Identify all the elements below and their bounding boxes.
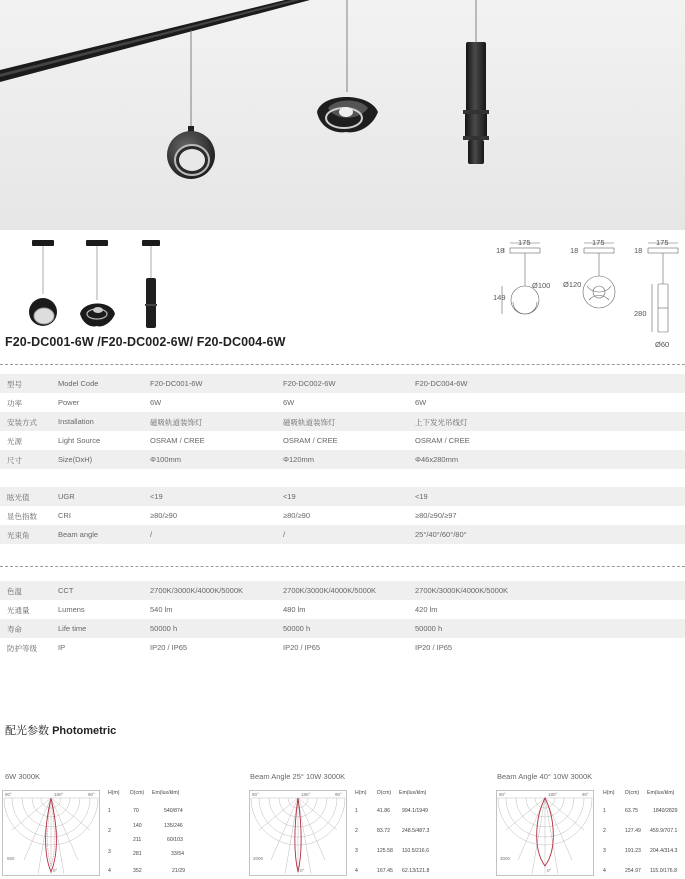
cell-em: 33/54: [171, 851, 184, 857]
cell-h: 3: [603, 848, 606, 854]
cell-d: 211: [133, 837, 142, 843]
product-title: F20-DC001-6W /F20-DC002-6W/ F20-DC004-6W: [5, 335, 286, 349]
dimension-drawing-1: [502, 243, 540, 314]
spec-en: Lumens: [58, 605, 85, 614]
photometric-label-3: Beam Angle 40° 10W 3000K: [497, 772, 593, 781]
spec-value-3: 6W: [415, 398, 427, 407]
angle-label: 0°: [547, 868, 552, 873]
cell-h: 2: [355, 828, 358, 834]
spec-value-3: 2700K/3000K/4000K/5000K: [415, 586, 508, 595]
cell-d: 254.97: [625, 868, 641, 874]
dim-2-width: 175: [592, 238, 605, 247]
col-d: D(cm): [625, 790, 640, 796]
spec-value-1: OSRAM / CREE: [150, 436, 205, 445]
spec-en: CRI: [58, 511, 71, 520]
dimension-drawing-2: [583, 243, 615, 308]
col-h: H(m): [603, 790, 615, 796]
cell-em: 60/103: [167, 837, 183, 843]
col-h: H(m): [108, 790, 120, 796]
cell-d: 125.58: [377, 848, 393, 854]
angle-label: 90°: [582, 792, 589, 797]
dim-1-top: 18: [496, 246, 505, 255]
spec-en: IP: [58, 643, 66, 652]
thumb-cylinder-pendant: [142, 240, 160, 328]
photometric-heading-cn: 配光参数: [5, 725, 49, 737]
cell-em: 21/29: [172, 868, 185, 874]
spec-value-3: F20-DC004-6W: [415, 379, 468, 388]
spec-value-3: IP20 / IP65: [415, 643, 453, 652]
col-em: Em(lux/klm): [399, 790, 427, 796]
spec-row-light-source: [0, 431, 685, 450]
spec-row-size: [0, 450, 685, 469]
cell-d: 83.72: [377, 828, 390, 834]
spec-row-ip: [0, 638, 685, 657]
cell-em: 459.9/707.1: [650, 828, 678, 834]
angle-label: 90°: [335, 792, 342, 797]
spec-value-2: 2700K/3000K/4000K/5000K: [283, 586, 376, 595]
spec-value-3: ≥80/≥90/≥97: [415, 511, 457, 520]
photometric-table-1: [108, 790, 188, 878]
spec-cn: 型号: [7, 380, 22, 389]
angle-label: 90°: [5, 792, 12, 797]
angle-label: 180°: [54, 792, 64, 797]
spec-value-3: OSRAM / CREE: [415, 436, 470, 445]
angle-label: 90°: [499, 792, 506, 797]
cell-d: 63.75: [625, 808, 638, 814]
polar-diagram-1: [2, 790, 100, 876]
spec-cn: 眩光值: [7, 493, 30, 502]
angle-label: 90°: [252, 792, 259, 797]
spec-value-2: 480 lm: [283, 605, 306, 614]
dim-2-diameter: Ø120: [563, 280, 582, 289]
spec-en: Size(DxH): [58, 455, 93, 464]
spec-value-3: 上下发光吊线灯: [415, 418, 468, 427]
spec-value-2: Φ120mm: [283, 455, 314, 464]
cell-em: 135/246: [164, 823, 183, 829]
spec-value-2: 50000 h: [283, 624, 311, 633]
cell-em: 115.0/176.8: [650, 868, 678, 874]
cell-h: 4: [355, 868, 358, 874]
spec-en: UGR: [58, 492, 75, 501]
cell-em: 204.4/314.3: [650, 848, 678, 854]
photometric-heading-en: Photometric: [52, 725, 117, 737]
spec-value-3: 420 lm: [415, 605, 438, 614]
photometric-table-2: [355, 790, 450, 878]
cell-em: 1840/2829: [653, 808, 678, 814]
spec-value-1: ≥80/≥90: [150, 511, 178, 520]
spec-value-1: /: [150, 530, 153, 539]
cell-em: 62.13/121.8: [402, 868, 430, 874]
spec-value-1: F20-DC001-6W: [150, 379, 203, 388]
dim-3-top: 18: [634, 246, 643, 255]
hero-product-photo: [0, 0, 685, 230]
dim-3-diameter: Ø60: [655, 340, 670, 349]
spec-row-lumens: [0, 600, 685, 619]
thumb-open-pendant: [80, 240, 115, 327]
cell-d: 41.86: [377, 808, 390, 814]
dim-3-width: 175: [656, 238, 669, 247]
cell-h: 4: [108, 868, 111, 874]
spec-row-installation: [0, 412, 685, 431]
spec-cn: 色温: [7, 587, 22, 596]
cell-h: 1: [355, 808, 358, 814]
section-divider: [0, 364, 685, 365]
angle-label: 90°: [88, 792, 95, 797]
cell-em: 248.5/487.3: [402, 828, 430, 834]
spec-value-1: 6W: [150, 398, 162, 407]
spec-en: Power: [58, 398, 80, 407]
dim-1-width: 175: [518, 238, 531, 247]
photometric-table-3: [603, 790, 685, 878]
spec-row-model: [0, 374, 685, 393]
spec-en: Installation: [58, 417, 94, 426]
dim-1-height: 149: [493, 293, 506, 302]
polar-diagram-3: [496, 790, 594, 876]
col-em: Em(lux/klm): [647, 790, 675, 796]
spec-cn: 显色指数: [7, 512, 37, 521]
spec-en: Light Source: [58, 436, 101, 445]
col-em: Em(lux/klm): [152, 790, 180, 796]
cell-d: 140: [133, 823, 142, 829]
spec-value-3: 25°/40°/60°/80°: [415, 530, 467, 539]
spec-cn: 防护等级: [7, 644, 37, 653]
spec-value-3: 50000 h: [415, 624, 443, 633]
cell-h: 1: [108, 808, 111, 814]
cell-em: 110.5/216.6: [402, 848, 430, 854]
spec-value-2: /: [283, 530, 286, 539]
spec-row-cri: [0, 506, 685, 525]
cell-h: 2: [108, 828, 111, 834]
spec-value-2: OSRAM / CREE: [283, 436, 338, 445]
photometric-heading: [5, 722, 116, 738]
spec-value-2: <19: [283, 492, 296, 501]
cell-h: 2: [603, 828, 606, 834]
spec-row-cct: [0, 581, 685, 600]
dimension-drawing-3: [648, 243, 678, 332]
spec-row-ugr: [0, 487, 685, 506]
spec-value-1: 磁吸轨道装饰灯: [150, 418, 203, 427]
spec-value-1: Φ100mm: [150, 455, 181, 464]
dim-3-height: 280: [634, 309, 647, 318]
cell-d: 70: [133, 808, 139, 814]
spec-value-1: 50000 h: [150, 624, 178, 633]
spec-cn: 安装方式: [7, 418, 37, 427]
cell-d: 167.45: [377, 868, 393, 874]
spec-value-3: Φ46x280mm: [415, 455, 459, 464]
spec-cn: 光束角: [7, 531, 30, 540]
hero-illustration: [0, 0, 685, 230]
spec-en: Beam angle: [58, 530, 99, 539]
cell-d: 127.49: [625, 828, 641, 834]
spec-en: Model Code: [58, 379, 99, 388]
spec-cn: 尺寸: [7, 456, 22, 465]
photometric-label-1: 6W 3000K: [5, 772, 41, 781]
cell-d: 352: [133, 868, 142, 874]
col-d: D(cm): [130, 790, 145, 796]
cell-h: 3: [355, 848, 358, 854]
scale-label: 3000: [500, 856, 511, 861]
spec-cn: 功率: [7, 399, 22, 408]
spec-row-lifetime: [0, 619, 685, 638]
dim-2-top: 18: [570, 246, 579, 255]
cell-h: 3: [108, 849, 111, 855]
spec-value-2: F20-DC002-6W: [283, 379, 336, 388]
spec-cn: 光通量: [7, 606, 30, 615]
thumb-sphere-pendant: [29, 240, 57, 326]
scale-label: 2000: [253, 856, 264, 861]
dim-1-diameter: Ø100: [532, 281, 551, 290]
cell-d: 191.23: [625, 848, 641, 854]
spec-value-2: 磁吸轨道装饰灯: [283, 418, 336, 427]
col-d: D(cm): [377, 790, 392, 796]
spec-en: Life time: [58, 624, 87, 633]
scale-label: 550: [7, 856, 15, 861]
spec-cn: 寿命: [7, 625, 22, 634]
angle-label: 180°: [301, 792, 311, 797]
angle-label: 0°: [53, 868, 58, 873]
spec-value-1: IP20 / IP65: [150, 643, 188, 652]
spec-cn: 光源: [7, 437, 22, 446]
spec-row-power: [0, 393, 685, 412]
photometric-label-2: Beam Angle 25° 10W 3000K: [250, 772, 346, 781]
cell-h: 4: [603, 868, 606, 874]
spec-value-1: 2700K/3000K/4000K/5000K: [150, 586, 243, 595]
spec-value-2: 6W: [283, 398, 295, 407]
spec-value-1: 540 lm: [150, 605, 173, 614]
col-h: H(m): [355, 790, 367, 796]
cell-em: 540/874: [164, 808, 183, 814]
spec-value-2: IP20 / IP65: [283, 643, 321, 652]
spec-row-beam-angle: [0, 525, 685, 544]
angle-label: 180°: [548, 792, 558, 797]
thumbnail-illustrations: [0, 236, 685, 336]
cell-em: 994.1/1949: [402, 808, 428, 814]
spec-value-1: <19: [150, 492, 163, 501]
cell-h: 1: [603, 808, 606, 814]
angle-label: 0°: [300, 868, 305, 873]
spec-en: CCT: [58, 586, 74, 595]
spec-value-2: ≥80/≥90: [283, 511, 311, 520]
polar-diagram-2: [249, 790, 347, 876]
cell-d: 281: [133, 851, 142, 857]
spec-value-3: <19: [415, 492, 428, 501]
section-divider: [0, 566, 685, 567]
